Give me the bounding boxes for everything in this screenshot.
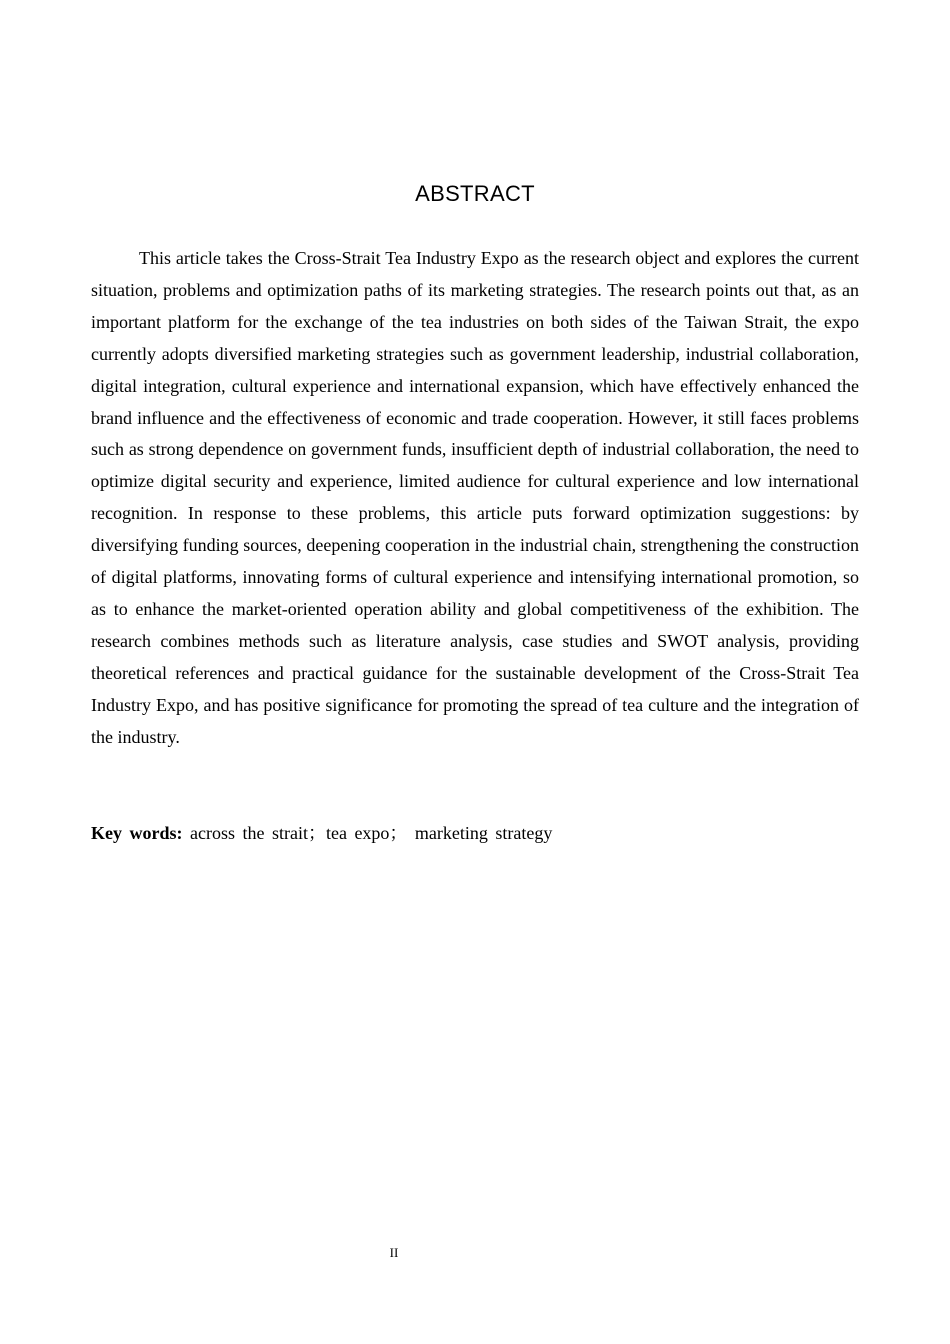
keywords-label: Key words: — [91, 823, 183, 843]
abstract-paragraph: This article takes the Cross-Strait Tea Industry Expo as the research object and explores the current situation, problems and optimization paths of its marketing strategies. The research points out that, as an important platform for the exchange of the tea industries on both sides of the Taiwan Strait, the expo currently adopts diversified marketing strategies such as government leadership, industrial collaboration, digital integration, cultural experience and international expansion, which have effectively enhanced the brand influence and the effectiveness of economic and trade cooperation. However, it still faces problems such as strong dependence on government funds, insufficient depth of industrial collaboration, the need to optimize digital security and experience, limited audience for cultural experience and low international recognition. In response to these problems, this article puts forward optimization suggestions: by diversifying funding sources, deepening cooperation in the industrial chain, strengthening the construction of digital platforms, innovating forms of cultural experience and intensifying international promotion, so as to enhance the market-oriented operation ability and global competitiveness of the exhibition. The research combines methods such as literature analysis, case studies and SWOT analysis, providing theoretical references and practical guidance for the sustainable development of the Cross-Strait Tea Industry Expo, and has positive significance for promoting the spread of tea culture and the integration of the industry. — [91, 248, 859, 747]
keywords-value: across the strait；tea expo； marketing strategy — [190, 823, 553, 843]
abstract-title: ABSTRACT — [415, 181, 535, 206]
keywords-line — [91, 818, 859, 848]
page-number: II — [389, 1245, 399, 1260]
